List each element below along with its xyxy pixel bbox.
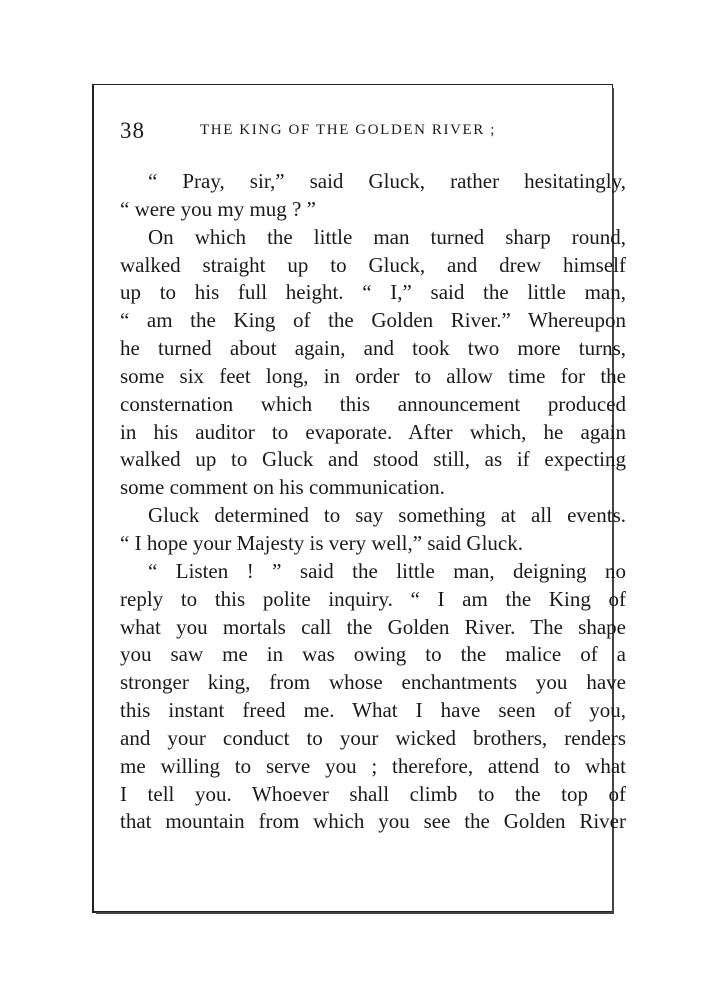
body-text: [120, 168, 626, 836]
text-line: “ were you my mug ? ”: [120, 196, 316, 221]
text-line: I tell you. Whoever shall climb to the top of: [120, 781, 626, 806]
text-line: in his auditor to evaporate. After which, he again: [120, 419, 626, 444]
page-number: 38: [120, 118, 145, 143]
text-line: “ Listen ! ” said the little man, deigning no: [148, 558, 626, 583]
text-line: and your conduct to your wicked brothers, renders: [120, 725, 626, 750]
text-line: reply to this polite inquiry. “ I am the King of: [120, 586, 626, 611]
running-title: THE KING OF THE GOLDEN RIVER ;: [200, 122, 497, 138]
text-line: what you mortals call the Golden River. The shape: [120, 614, 626, 639]
text-line: some six feet long, in order to allow time for the: [120, 363, 626, 388]
text-line: consternation which this announcement produced: [120, 391, 626, 416]
text-line: this instant freed me. What I have seen of you,: [120, 698, 626, 723]
text-line: up to his full height. “ I,” said the little man,: [120, 280, 626, 305]
text-line: “ am the King of the Golden River.” Whereupon: [120, 308, 626, 333]
text-line: On which the little man turned sharp round,: [148, 224, 626, 249]
page-border-bottom-edge: [96, 912, 614, 914]
text-line: stronger king, from whose enchantments you have: [120, 670, 626, 695]
text-line: “ I hope your Majesty is very well,” said Gluck.: [120, 530, 523, 555]
text-line: he turned about again, and took two more turns,: [120, 336, 626, 361]
text-line: walked up to Gluck and stood still, as if expecting: [120, 447, 626, 472]
text-line: Gluck determined to say something at all events.: [148, 503, 626, 528]
text-line: “ Pray, sir,” said Gluck, rather hesitatingly,: [148, 169, 626, 193]
text-line: you saw me in was owing to the malice of a: [120, 642, 626, 667]
page-header: [120, 118, 595, 148]
text-line: that mountain from which you see the Golden River: [120, 809, 626, 834]
text-line: some comment on his communication.: [120, 475, 445, 500]
text-line: me willing to serve you ; therefore, attend to what: [120, 753, 626, 778]
text-line: walked straight up to Gluck, and drew himself: [120, 252, 626, 277]
